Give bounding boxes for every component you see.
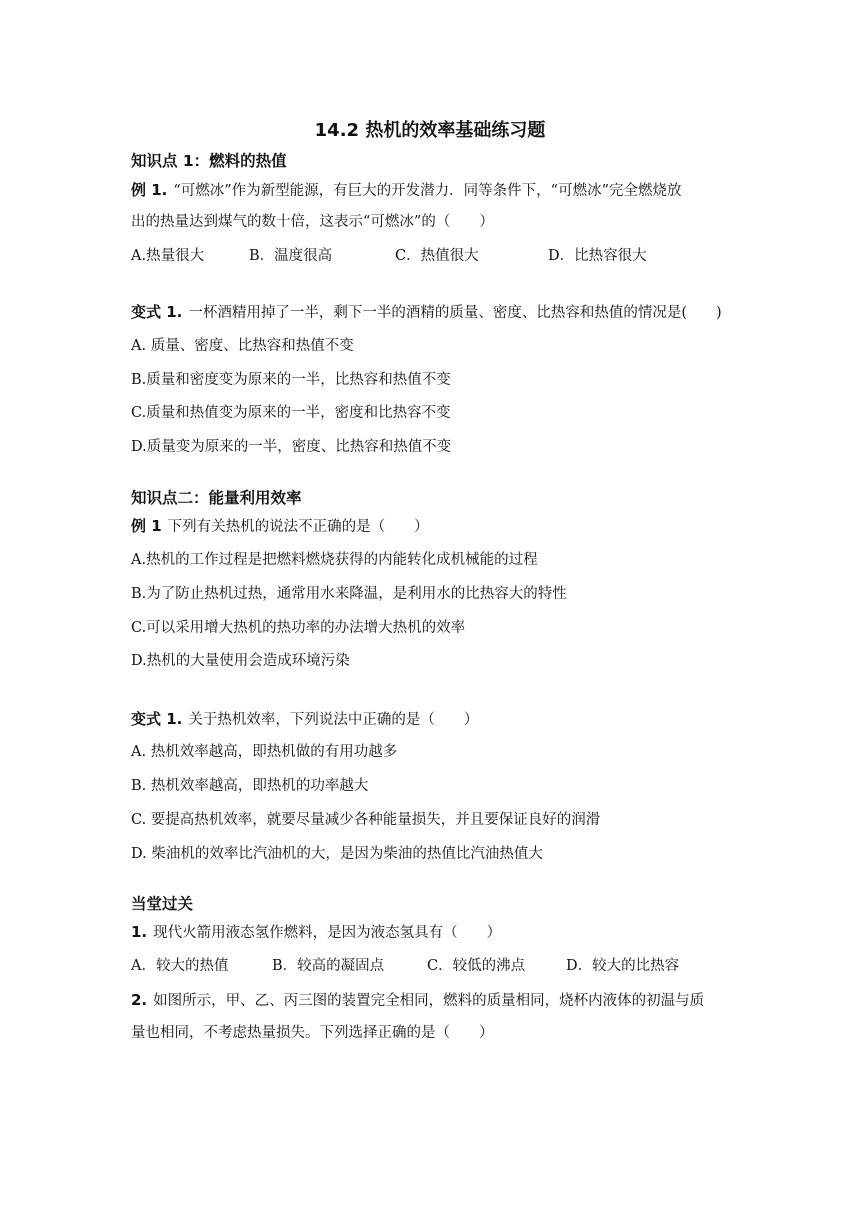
question-2-line-2: 量也相同，不考虑热量损失。下列选择正确的是（ ） — [131, 1025, 494, 1041]
example-1-option-c: C．热值很大 — [395, 248, 479, 264]
example-2-option-c: C.可以采用增大热机的热功率的办法增大热机的效率 — [131, 620, 466, 636]
section-heading-fuel-heat-value: 知识点 1：燃料的热值 — [131, 152, 287, 170]
variant-1-option-a: A. 质量、密度、比热容和热值不变 — [131, 338, 354, 354]
variant-1-option-c: C.质量和热值变为原来的一半，密度和比热容不变 — [131, 405, 451, 421]
example-1-option-b: B．温度很高 — [249, 248, 333, 264]
variant-2-option-c: C. 要提高热机效率，就要尽量减少各种能量损失，并且要保证良好的润滑 — [131, 812, 601, 828]
example-2-option-b: B.为了防止热机过热，通常用水来降温，是利用水的比热容大的特性 — [131, 586, 567, 602]
section-heading-class-check: 当堂过关 — [131, 895, 194, 913]
variant-2-option-d: D. 柴油机的效率比汽油机的大，是因为柴油的热值比汽油热值大 — [131, 846, 543, 862]
variant-1-option-b: B.质量和密度变为原来的一半，比热容和热值不变 — [131, 372, 451, 388]
variant-2-option-a: A. 热机效率越高，即热机做的有用功越多 — [131, 744, 398, 760]
variant-2-option-b: B. 热机效率越高，即热机的功率越大 — [131, 778, 369, 794]
example-2-label: 例 1 — [131, 517, 162, 535]
question-2-line-1 — [131, 990, 704, 1011]
example-2-question — [131, 516, 429, 537]
question-2-label: 2. — [131, 991, 148, 1009]
example-1-option-d: D．比热容很大 — [548, 248, 647, 264]
question-1-text: 现代火箭用液态氢作燃料，是因为液态氢具有（ ） — [153, 925, 502, 941]
question-1 — [131, 922, 501, 943]
section-heading-energy-efficiency: 知识点二：能量利用效率 — [131, 489, 302, 507]
page-title: 14.2 热机的效率基础练习题 — [314, 120, 546, 141]
variant-1-option-d: D.质量变为原来的一半，密度、比热容和热值不变 — [131, 439, 452, 455]
question-2-text-1: 如图所示，甲、乙、丙三图的装置完全相同，燃料的质量相同，烧杯内液体的初温与质 — [153, 993, 705, 1009]
question-1-options — [131, 956, 679, 976]
example-1-option-a: A.热量很大 — [131, 248, 205, 264]
variant-1-label: 变式 1. — [131, 303, 183, 321]
question-1-label: 1. — [131, 923, 148, 941]
example-1-line-2: 出的热量达到煤气的数十倍，这表示“可燃冰”的（ ） — [131, 214, 494, 230]
example-2-option-d: D.热机的大量使用会造成环境污染 — [131, 653, 350, 669]
question-1-option-d: D．较大的比热容 — [566, 958, 680, 974]
variant-1-text: 一杯酒精用掉了一半，剩下一半的酒精的质量、密度、比热容和热值的情况是( ) — [188, 305, 722, 321]
variant-2-question — [131, 709, 478, 730]
example-2-text: 下列有关热机的说法不正确的是（ ） — [167, 519, 429, 535]
variant-2-text: 关于热机效率，下列说法中正确的是（ ） — [188, 712, 479, 728]
question-1-option-b: B．较高的凝固点 — [272, 958, 385, 974]
question-1-option-a: A．较大的热值 — [131, 958, 229, 974]
example-1-options — [131, 246, 647, 266]
example-1-line-1 — [131, 180, 682, 201]
example-1-text-1: “可燃冰”作为新型能源，有巨大的开发潜力．同等条件下，“可燃冰”完全燃烧放 — [173, 183, 682, 199]
example-2-option-a: A.热机的工作过程是把燃料燃烧获得的内能转化成机械能的过程 — [131, 552, 538, 568]
example-1-label: 例 1. — [131, 181, 168, 199]
question-1-option-c: C．较低的沸点 — [427, 958, 526, 974]
variant-1-question — [131, 302, 722, 323]
variant-2-label: 变式 1. — [131, 710, 183, 728]
